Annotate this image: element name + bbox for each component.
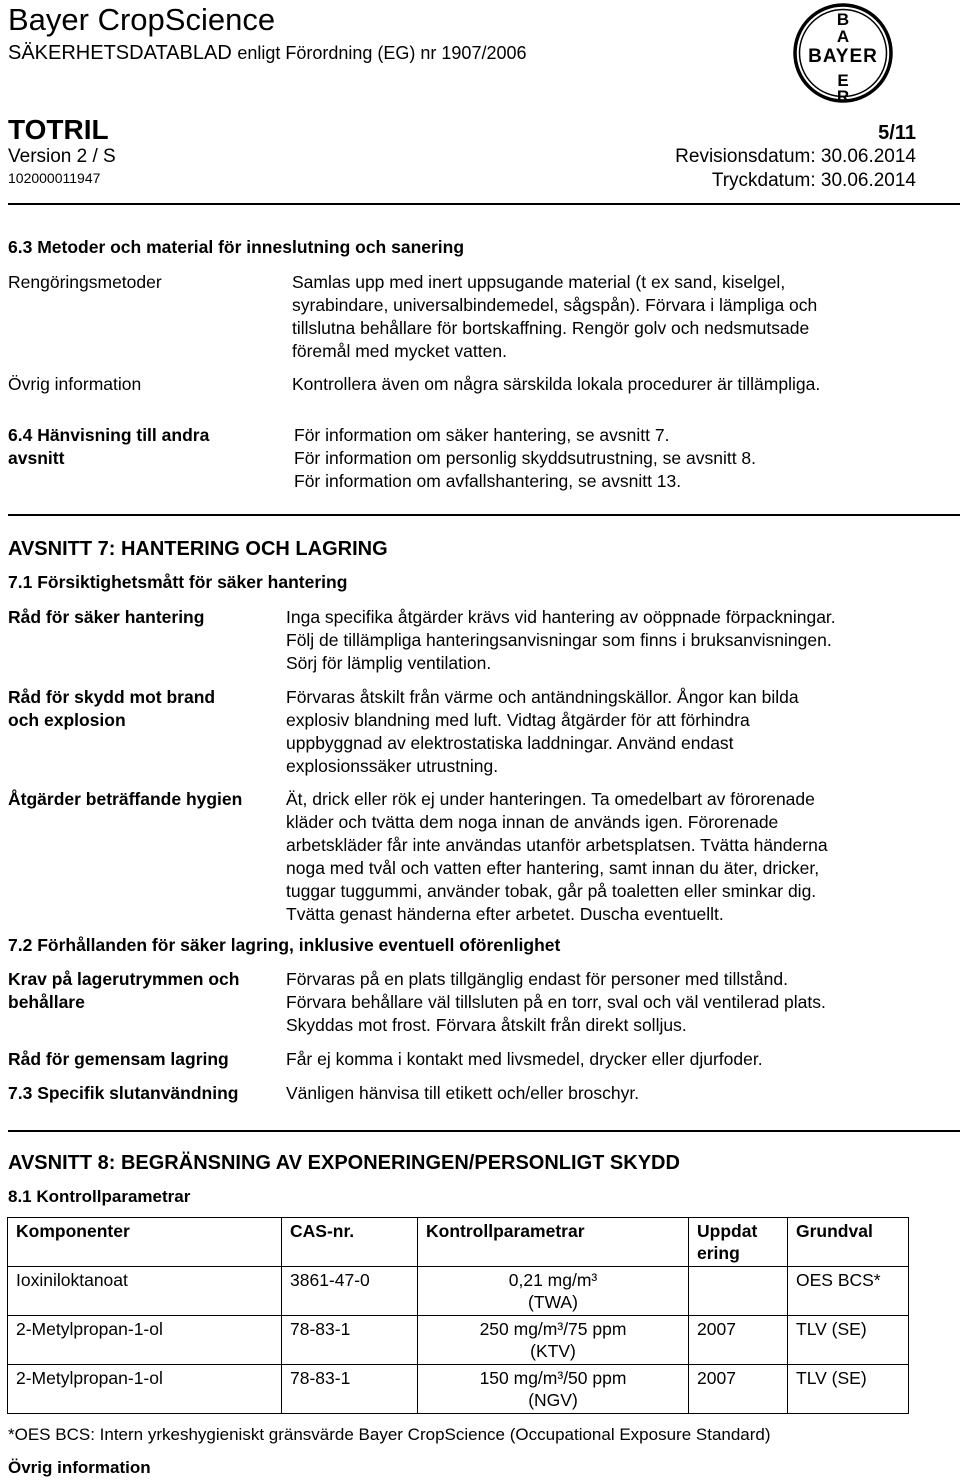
section-6-4-heading <box>8 424 209 470</box>
reference-line: För information om avfallshantering, se avsnitt 13. <box>294 471 682 491</box>
parameter-cell <box>418 1316 689 1365</box>
text-line: explosionssäker utrustning. <box>286 756 499 776</box>
text-line: Tvätta genast händerna efter arbetet. Duscha eventuellt. <box>286 904 724 924</box>
section-divider <box>8 1130 960 1132</box>
storage-requirements-label <box>8 968 239 1014</box>
table-row <box>8 1316 909 1365</box>
document-number: 102000011947 <box>8 170 101 186</box>
heading-line: 6.4 Hänvisning till andra <box>8 425 210 445</box>
parameter-type: (TWA) <box>528 1292 578 1312</box>
column-header: Kontrollparametrar <box>418 1218 689 1267</box>
text-line: Förvaras på en plats tillgänglig endast för personer med tillstånd. <box>286 969 788 989</box>
text-line: explosiv blandning med luft. Vidtag åtgärder för att förhindra <box>286 710 750 730</box>
section-6-3-heading: 6.3 Metoder och material för inneslutning och sanering <box>8 237 465 257</box>
hygiene-label: Åtgärder beträffande hygien <box>8 789 243 809</box>
storage-requirements-text <box>286 968 826 1037</box>
column-header: Uppdat ering <box>689 1218 788 1267</box>
other-information-text: Kontrollera även om några särskilda lokala procedurer är tillämpliga. <box>292 374 821 394</box>
label-line: Råd för skydd mot brand <box>8 687 216 707</box>
reference-line: För information om säker hantering, se avsnitt 7. <box>294 425 670 445</box>
parameter-cell <box>418 1365 689 1414</box>
company-name: Bayer CropScience <box>8 2 276 37</box>
regulation-reference: enligt Förordning (EG) nr 1907/2006 <box>237 43 527 63</box>
text-line: Följ de tillämpliga hanteringsanvisningar som finns i bruksanvisningen. <box>286 630 832 650</box>
component-cell: 2-Metylpropan-1-ol <box>8 1316 282 1365</box>
component-cell: Ioxiniloktanoat <box>8 1267 282 1316</box>
section-divider <box>8 514 960 516</box>
text-line: tillslutna behållare för bortskaffning. Rengör golv och nedsmutsade <box>292 318 810 338</box>
text-line: Förvara behållare väl tillsluten på en torr, sval och väl ventilerad plats. <box>286 992 826 1012</box>
product-name: TOTRIL <box>8 114 109 145</box>
svg-text:R: R <box>836 87 850 104</box>
update-cell <box>689 1267 788 1316</box>
text-line: Ät, drick eller rök ej under hanteringen. Ta omedelbart av förorenade <box>286 789 815 809</box>
safe-handling-label: Råd för säker hantering <box>8 607 205 627</box>
svg-text:A: A <box>836 27 850 46</box>
table-row <box>8 1267 909 1316</box>
svg-text:B: B <box>836 10 850 29</box>
text-line: Sörj för lämplig ventilation. <box>286 653 492 673</box>
section-7-3-text: Vänligen hänvisa till etikett och/eller broschyr. <box>286 1083 640 1103</box>
section-7-2-heading: 7.2 Förhållanden för säker lagring, inklusive eventuell oförenlighet <box>8 935 561 955</box>
control-parameters-table <box>7 1217 909 1414</box>
fire-protection-label <box>8 686 215 732</box>
section-8-1-heading: 8.1 Kontrollparametrar <box>8 1187 191 1206</box>
cleaning-methods-label: Rengöringsmetoder <box>8 272 162 292</box>
column-header: CAS-nr. <box>282 1218 418 1267</box>
text-line: syrabindare, universalbindemedel, sågspån). Förvara i lämpliga och <box>292 295 818 315</box>
cas-cell: 78-83-1 <box>282 1365 418 1414</box>
column-header: Komponenter <box>8 1218 282 1267</box>
text-line: Skyddas mot frost. Förvara åtskilt från direkt solljus. <box>286 1015 687 1035</box>
text-line: noga med tvål och vatten efter hantering, samt innan du äter, dricker, <box>286 858 820 878</box>
basis-cell: OES BCS* <box>788 1267 909 1316</box>
section-8-other-information-label: Övrig information <box>8 1458 151 1477</box>
cas-cell: 78-83-1 <box>282 1316 418 1365</box>
parameter-type: (KTV) <box>530 1341 576 1361</box>
table-footnote: *OES BCS: Intern yrkeshygieniskt gränsvärde Bayer CropScience (Occupational Exposure Standard) <box>8 1425 771 1444</box>
label-line: Krav på lagerutrymmen och <box>8 969 240 989</box>
header-divider <box>8 203 960 205</box>
heading-line: avsnitt <box>8 448 65 468</box>
revision-date: Revisionsdatum: 30.06.2014 <box>675 146 916 167</box>
table-row <box>8 1365 909 1414</box>
text-line: Förvaras åtskilt från värme och antändningskällor. Ångor kan bilda <box>286 687 799 707</box>
text-line: tuggar tuggummi, använder tobak, går på toaletten eller sminkar dig. <box>286 881 817 901</box>
section-7-3-heading: 7.3 Specifik slutanvändning <box>8 1083 239 1103</box>
document-type: SÄKERHETSDATABLAD <box>8 42 232 64</box>
table-header-row <box>8 1218 909 1267</box>
text-line: Inga specifika åtgärder krävs vid hantering av oöppnade förpackningar. <box>286 607 836 627</box>
update-cell: 2007 <box>689 1365 788 1414</box>
parameter-type: (NGV) <box>528 1390 578 1410</box>
text-line: kläder och tvätta dem noga innan de används igen. Förorenade <box>286 812 779 832</box>
document-title <box>8 42 527 65</box>
section-8-title: AVSNITT 8: BEGRÄNSNING AV EXPONERINGEN/PERSONLIGT SKYDD <box>8 1152 680 1174</box>
basis-cell: TLV (SE) <box>788 1316 909 1365</box>
update-cell: 2007 <box>689 1316 788 1365</box>
parameter-cell <box>418 1267 689 1316</box>
svg-text:E: E <box>837 71 849 90</box>
section-6-4-references <box>294 424 756 493</box>
page-number: 5/11 <box>878 122 916 144</box>
reference-line: För information om personlig skyddsutrustning, se avsnitt 8. <box>294 448 757 468</box>
basis-cell: TLV (SE) <box>788 1365 909 1414</box>
text-line: uppbyggnad av elektrostatiska laddningar. Använd endast <box>286 733 734 753</box>
section-7-1-heading: 7.1 Försiktighetsmått för säker hantering <box>8 572 348 592</box>
text-line: arbetskläder får inte användas utanför arbetsplatsen. Tvätta händerna <box>286 835 828 855</box>
other-information-label: Övrig information <box>8 374 142 394</box>
component-cell: 2-Metylpropan-1-ol <box>8 1365 282 1414</box>
version-label: Version 2 / S <box>8 146 116 167</box>
bayer-cross-logo <box>792 2 894 104</box>
joint-storage-text: Får ej komma i kontakt med livsmedel, drycker eller djurfoder. <box>286 1049 763 1069</box>
svg-text:BAYER: BAYER <box>808 46 878 67</box>
section-7-title: AVSNITT 7: HANTERING OCH LAGRING <box>8 538 388 560</box>
cleaning-methods-text <box>292 271 817 363</box>
parameter-value: 150 mg/m³/50 ppm <box>479 1368 627 1388</box>
joint-storage-label: Råd för gemensam lagring <box>8 1049 229 1069</box>
column-header: Grundval <box>788 1218 909 1267</box>
cas-cell: 3861-47-0 <box>282 1267 418 1316</box>
label-line: och explosion <box>8 710 126 730</box>
hygiene-text <box>286 788 828 926</box>
text-line: föremål med mycket vatten. <box>292 341 507 361</box>
parameter-value: 0,21 mg/m³ <box>508 1270 598 1290</box>
label-line: behållare <box>8 992 85 1012</box>
safe-handling-text <box>286 606 836 675</box>
print-date: Tryckdatum: 30.06.2014 <box>711 170 916 191</box>
fire-protection-text <box>286 686 799 778</box>
text-line: Samlas upp med inert uppsugande material (t ex sand, kiselgel, <box>292 272 786 292</box>
parameter-value: 250 mg/m³/75 ppm <box>479 1319 627 1339</box>
